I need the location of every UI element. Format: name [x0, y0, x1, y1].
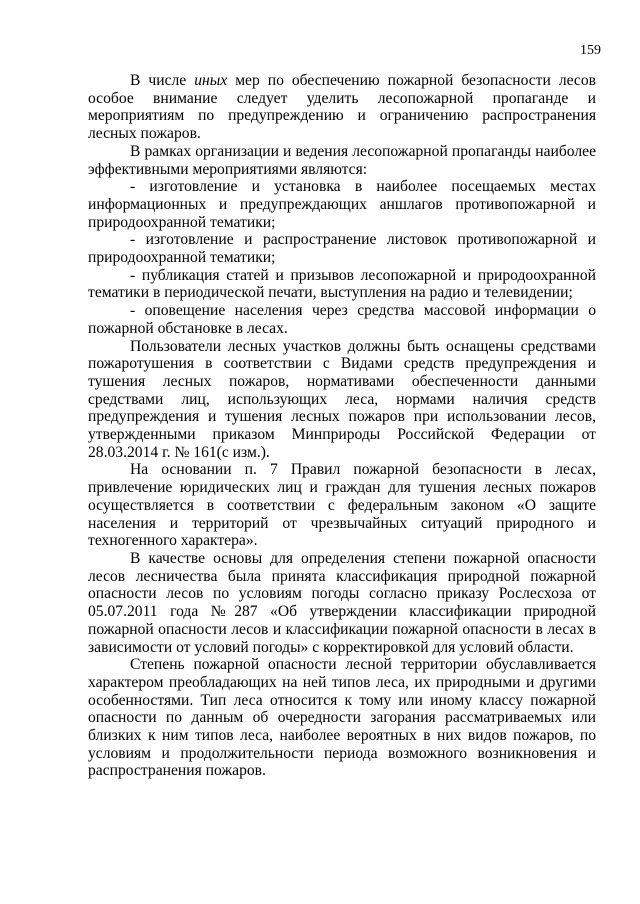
paragraph-text: В числе — [130, 72, 195, 89]
list-item-leaflets: - изготовление и распространение листовок противопожарной и природоохранной тематики; — [88, 231, 596, 267]
paragraph-classification: В качестве основы для определения степени пожарной опасности лесов лесничества была принята классификация природной пожарной опасности лесов по условиям погоды согласно приказу Рослесхоза от 05.07.2011 года №287 «Об утверждении классификации природной пожарной опасности лесов и классификации пожарной опасности в лесах в зависимости от условий погоды» с корректировкой для условий области. — [88, 549, 596, 656]
paragraph-rules: На основании п. 7 Правил пожарной безопасности в лесах, привлечение юридических лиц и граждан для тушения лесных пожаров осуществляется в соответствии с федеральным законом «О защите населения и территорий от чрезвычайных ситуаций природного и техногенного характера». — [88, 461, 596, 550]
list-item-signs: - изготовление и установка в наиболее посещаемых местах информационных и предупреждающих аншлагов противопожарной и природоохранной тематики; — [88, 178, 596, 231]
paragraph-propaganda-intro: В рамках организации и ведения лесопожарной пропаганды наиболее эффективными мероприятиями являются: — [88, 142, 596, 178]
page-number: 159 — [580, 43, 601, 58]
paragraph-fire-danger-degree: Степень пожарной опасности лесной территории обуславливается характером преобладающих на ней типов леса, их природными и другими особенностями. Тип леса относится к тому или иному классу пожарной опасности по данным об очередности загорания рассматриваемых или близких к ним типов леса, наиболее вероятных в них видов пожаров, по условиям и продолжительности периода возможного возникновения и распространения пожаров. — [88, 656, 596, 780]
body-text — [88, 72, 596, 780]
paragraph-equipment: Пользователи лесных участков должны быть оснащены средствами пожаротушения в соответствии с Видами средств предупреждения и тушения лесных пожаров, нормативами обеспеченности данными средствами лиц, использующих леса, нормами наличия средств предупреждения и тушения лесных пожаров при использовании лесов, утвержденными приказом Минприроды Российской Федерации от 28.03.2014 г. № 161(с изм.). — [88, 337, 596, 461]
list-item-notification: - оповещение населения через средства массовой информации о пожарной обстановке в лесах. — [88, 302, 596, 337]
paragraph-other-measures — [88, 72, 596, 143]
list-item-publications: - публикация статей и призывов лесопожарной и природоохранной тематики в периодической печати, выступления на радио и телевидении; — [88, 266, 596, 302]
paragraph-text: мер по обеспечению пожарной безопасности лесов особое внимание следует уделить лесопожарной пропаганде и мероприятиям по предупреждению и ограничению распространения лесных пожаров. — [88, 72, 596, 143]
italic-emphasis: иных — [194, 72, 228, 89]
